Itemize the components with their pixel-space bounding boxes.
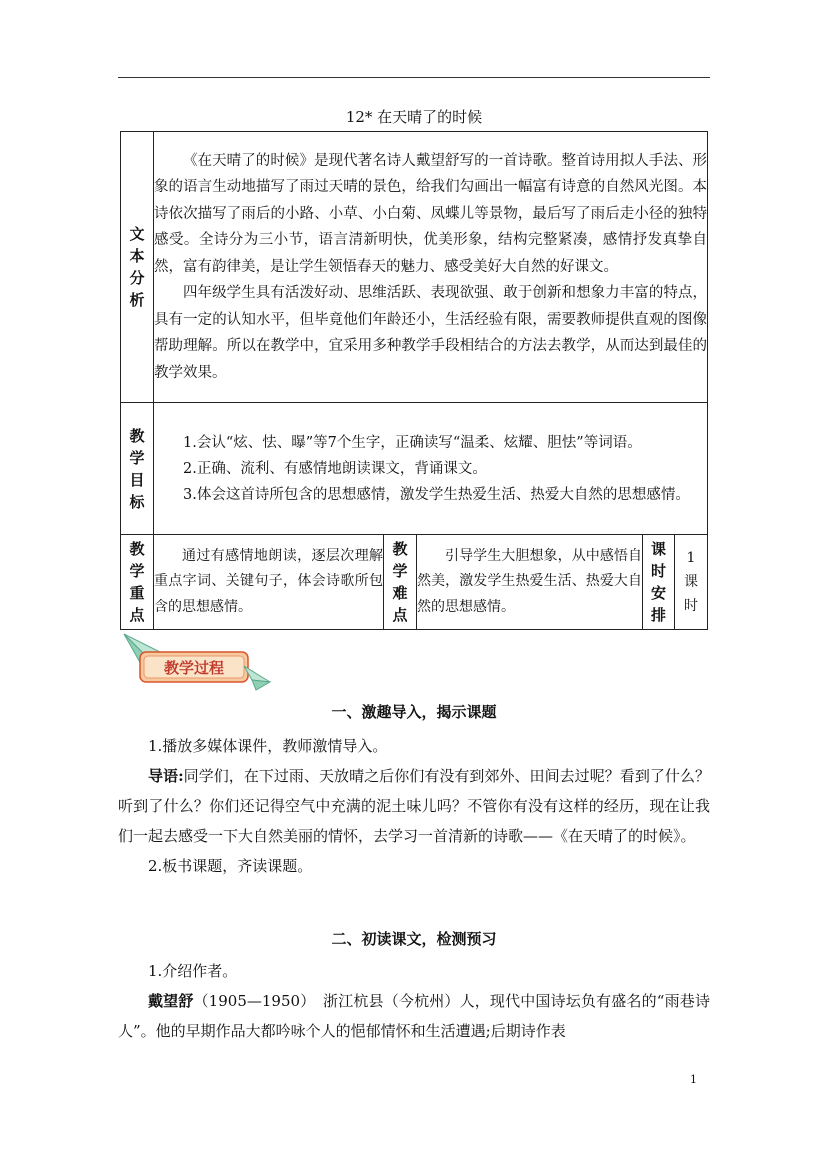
goals-row (121, 403, 708, 535)
goal-item: 2.正确、流利、有感情地朗读课文，背诵课文。 (183, 460, 487, 477)
paper-plane-icon (120, 632, 272, 694)
page-title: 12* 在天晴了的时候 (345, 108, 483, 126)
text-analysis-para-1: 《在天晴了的时候》是现代著名诗人戴望舒写的一首诗歌。整首诗用拟人手法、形象的语言生动地描写了雨过天晴的景色，给我们勾画出一幅富有诗意的自然风光图。本诗依次描写了雨后的小路、小草、小白菊、凤蝶儿等景物，最后写了雨后走小径的独特感受。全诗分为三小节，语言清新明快，优美形象，结构完整紧凑，感情抒发真挚自然，富有韵律美，是让学生领悟春天的魅力、感受美好大自然的好课文。 (154, 152, 708, 275)
goals-content (154, 403, 708, 535)
difficulties-label: 教 学 难 点 (384, 535, 417, 630)
text-analysis-label: 文 本 分 析 (121, 132, 154, 403)
intro-text: 同学们，在下过雨、天放晴之后你们有没有到郊外、田间去过呢？看到了什么？听到了什么？你们还记得空气中充满的泥土味儿吗？不管你有没有这样的经历，现在让我们一起去感受一下大自然美丽的情怀，去学习一首清新的诗歌——《在天晴了的时候》。 (118, 767, 710, 845)
text-analysis-row (121, 132, 708, 403)
header-rule (118, 77, 710, 78)
author-intro (118, 986, 710, 1046)
intro-label: 导语: (148, 767, 184, 785)
key-points-label: 教 学 重 点 (121, 535, 154, 630)
banner-text: 教学过程 (163, 659, 225, 677)
section1-item2: 2.板书课题，齐读课题。 (148, 857, 313, 875)
goals-label: 教 学 目 标 (121, 403, 154, 535)
teaching-process-banner (120, 632, 272, 694)
section1-item1: 1.播放多媒体课件，教师激情导入。 (148, 737, 388, 755)
section1-body (118, 731, 710, 881)
section2-item1: 1.介绍作者。 (148, 962, 238, 980)
section1-intro (118, 761, 710, 851)
text-analysis-para-2: 四年级学生具有活泼好动、思维活跃、表现欲强、敢于创新和想象力丰富的特点，具有一定的认知水平，但毕竟他们年龄还小，生活经验有限，需要教师提供直观的图像帮助理解。所以在教学中，宜采用多种教学手段相结合的方法去教学，从而达到最佳的教学效果。 (154, 285, 708, 381)
key-points-content: 通过有感情地朗读，逐层次理解重点字词、关键句子，体会诗歌所包含的思想感情。 (154, 535, 384, 630)
section1-heading: 一、激趣导入，揭示课题 (331, 703, 497, 721)
schedule-label: 课 时 安 排 (643, 535, 675, 630)
author-name: 戴望舒 (148, 992, 194, 1010)
points-row (121, 535, 708, 630)
goal-item: 1.会认“炫、怯、曝”等7个生字，正确读写“温柔、炫耀、胆怯”等词语。 (183, 434, 642, 451)
difficulties-content: 引导学生大胆想象，从中感悟自然美，激发学生热爱生活、热爱大自然的思想感情。 (417, 535, 643, 630)
author-text: （1905—1950） 浙江杭县（今杭州）人，现代中国诗坛负有盛名的“雨巷诗人”。他的早期作品大都吟咏个人的悒郁情怀和生活遭遇;后期诗作表 (118, 992, 710, 1040)
text-analysis-content (154, 132, 708, 403)
schedule-value: 1 课 时 (675, 535, 708, 630)
section2-body (118, 956, 710, 1046)
goal-item: 3.体会这首诗所包含的思想感情，激发学生热爱生活、热爱大自然的思想感情。 (183, 486, 690, 503)
page-number: 1 (690, 1073, 697, 1086)
lesson-plan-table (120, 131, 708, 630)
section2-heading: 二、初读课文，检测预习 (331, 930, 497, 948)
